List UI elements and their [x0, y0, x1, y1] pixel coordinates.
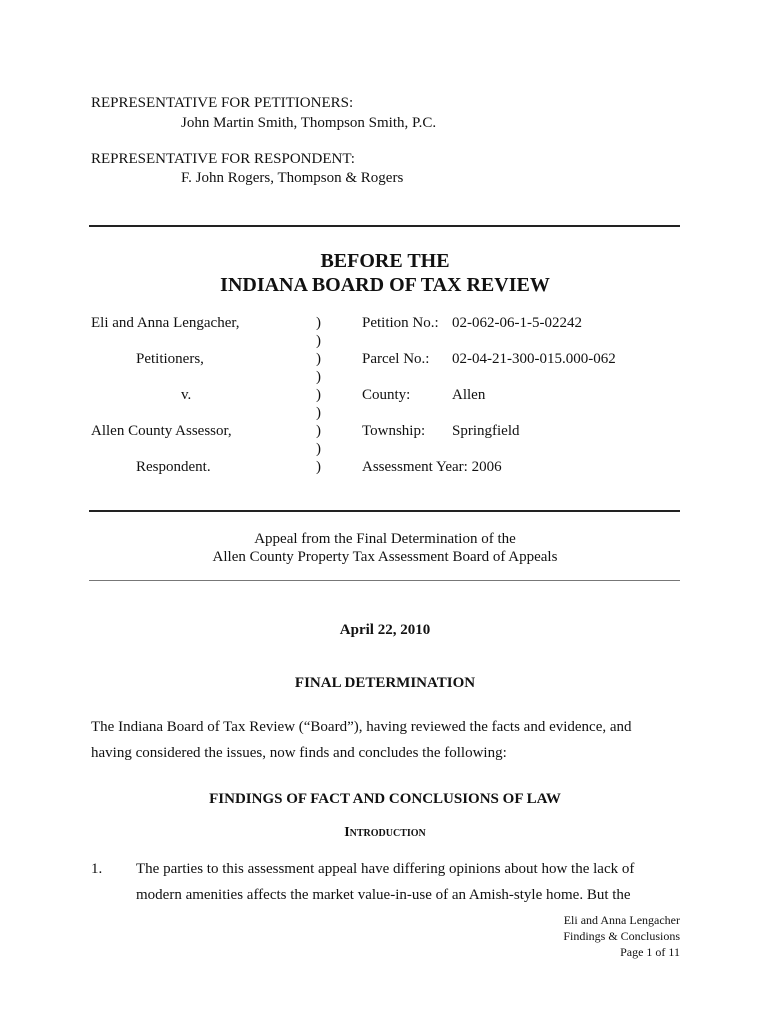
- appeal-divider: [89, 580, 680, 581]
- caption-respondent: Allen County Assessor,: [91, 423, 232, 439]
- caption-petitioners-role: Petitioners,: [136, 351, 204, 367]
- petition-number-value: 02-062-06-1-5-02242: [452, 315, 582, 331]
- caption-paren: ): [316, 333, 321, 349]
- caption-paren: ): [316, 405, 321, 421]
- caption-respondent-role: Respondent.: [136, 459, 211, 475]
- caption-paren: ): [316, 369, 321, 385]
- intro-paragraph-line-1: The Indiana Board of Tax Review (“Board”), having reviewed the facts and evidence, and: [91, 719, 632, 735]
- parcel-number-label: Parcel No.:: [362, 351, 430, 367]
- caption-paren: ): [316, 459, 321, 475]
- respondent-representative-heading: REPRESENTATIVE FOR RESPONDENT:: [91, 151, 355, 167]
- caption-paren: ): [316, 387, 321, 403]
- parcel-number-value: 02-04-21-300-015.000-062: [452, 351, 616, 367]
- caption-petitioners: Eli and Anna Lengacher,: [91, 315, 240, 331]
- findings-heading: FINDINGS OF FACT AND CONCLUSIONS OF LAW: [209, 791, 561, 807]
- appeal-line-1: Appeal from the Final Determination of the: [254, 531, 516, 547]
- top-divider: [89, 225, 680, 227]
- county-value: Allen: [452, 387, 486, 403]
- introduction-heading: Introduction: [344, 825, 426, 840]
- paragraph-number: 1.: [91, 861, 103, 877]
- footer-case-name: Eli and Anna Lengacher: [563, 913, 680, 927]
- assessment-year: Assessment Year: 2006: [362, 459, 502, 475]
- footer-page-number: Page 1 of 11: [620, 945, 680, 959]
- caption-paren: ): [316, 351, 321, 367]
- final-determination-heading: FINAL DETERMINATION: [294, 675, 476, 691]
- petition-number-label: Petition No.:: [362, 315, 439, 331]
- intro-paragraph-line-2: having considered the issues, now finds and concludes the following:: [91, 745, 507, 761]
- petitioners-representative-name: John Martin Smith, Thompson Smith, P.C.: [181, 115, 437, 131]
- decision-date: April 22, 2010: [339, 622, 431, 638]
- title-line-2: INDIANA BOARD OF TAX REVIEW: [220, 274, 550, 296]
- title-line-1: BEFORE THE: [320, 250, 450, 272]
- township-value: Springfield: [452, 423, 520, 439]
- county-label: County:: [362, 387, 411, 403]
- petitioners-representative-heading: REPRESENTATIVE FOR PETITIONERS:: [91, 95, 354, 111]
- caption-paren: ): [316, 423, 321, 439]
- township-label: Township:: [362, 423, 426, 439]
- appeal-line-2: Allen County Property Tax Assessment Board of Appeals: [212, 549, 558, 565]
- respondent-representative-name: F. John Rogers, Thompson & Rogers: [181, 170, 404, 186]
- paragraph-1-line-1: The parties to this assessment appeal have differing opinions about how the lack of: [136, 861, 635, 877]
- footer-document-type: Findings & Conclusions: [563, 929, 680, 943]
- caption-paren: ): [316, 315, 321, 331]
- paragraph-1-line-2: modern amenities affects the market value-in-use of an Amish-style home. But the: [136, 887, 631, 903]
- caption-versus: v.: [181, 387, 192, 403]
- caption-divider: [89, 510, 680, 512]
- caption-paren: ): [316, 441, 321, 457]
